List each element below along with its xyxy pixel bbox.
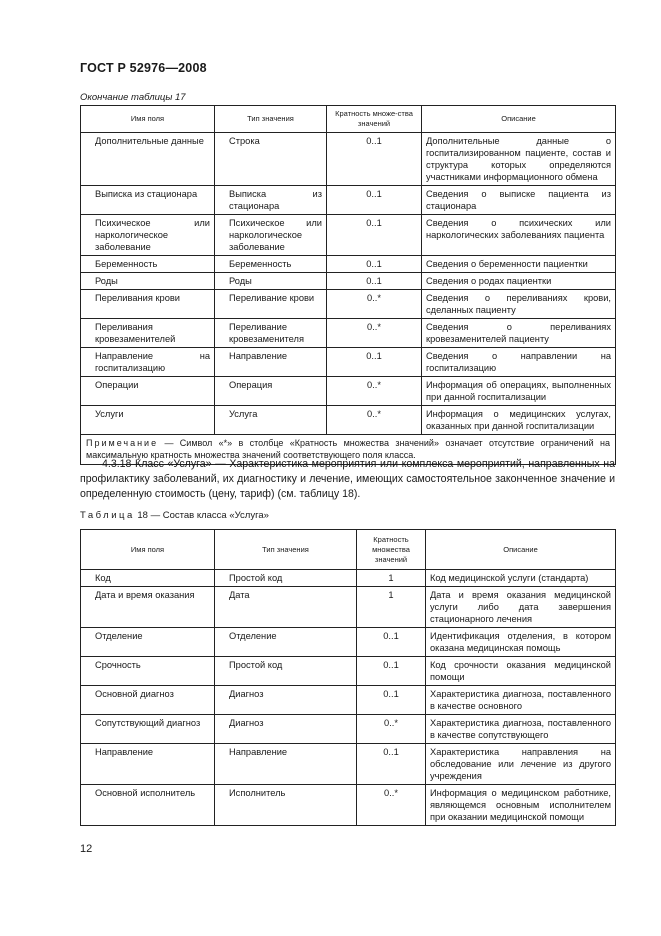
value-type-cell: Исполнитель bbox=[215, 785, 357, 826]
table-row bbox=[81, 744, 616, 785]
field-name-cell: Психическое или наркологическое заболевание bbox=[81, 215, 215, 256]
value-type-cell: Психическое или наркологическое заболевание bbox=[215, 215, 327, 256]
cardinality-cell: 1 bbox=[357, 570, 426, 587]
caption-text: 18 — Состав класса «Услуга» bbox=[134, 510, 269, 521]
field-name-cell: Переливания крови bbox=[81, 290, 215, 319]
table-row bbox=[81, 273, 616, 290]
table-18 bbox=[80, 529, 616, 826]
field-name-cell: Выписка из стационара bbox=[81, 186, 215, 215]
description-cell: Характеристика диагноза, поставленного в качестве основного bbox=[426, 686, 616, 715]
column-header: Имя поля bbox=[81, 106, 215, 133]
field-name-cell: Направление на госпитализацию bbox=[81, 348, 215, 377]
table-row bbox=[81, 348, 616, 377]
field-name-cell: Дополнительные данные bbox=[81, 133, 215, 186]
column-header: Кратность множе-ства значений bbox=[327, 106, 422, 133]
table-row bbox=[81, 319, 616, 348]
table-row bbox=[81, 186, 616, 215]
value-type-cell: Беременность bbox=[215, 256, 327, 273]
column-header: Тип значения bbox=[215, 530, 357, 570]
caption-label: Таблица bbox=[80, 510, 135, 521]
field-name-cell: Операции bbox=[81, 377, 215, 406]
description-cell: Сведения о беременности пациентки bbox=[422, 256, 616, 273]
value-type-cell: Строка bbox=[215, 133, 327, 186]
cardinality-cell: 0..* bbox=[327, 406, 422, 435]
table-row bbox=[81, 657, 616, 686]
field-name-cell: Услуги bbox=[81, 406, 215, 435]
description-cell: Сведения о психических или наркологических заболеваниях пациента bbox=[422, 215, 616, 256]
table-row bbox=[81, 215, 616, 256]
value-type-cell: Переливание кровезаменителя bbox=[215, 319, 327, 348]
field-name-cell: Отделение bbox=[81, 628, 215, 657]
value-type-cell: Диагноз bbox=[215, 686, 357, 715]
field-name-cell: Беременность bbox=[81, 256, 215, 273]
table-row bbox=[81, 686, 616, 715]
description-cell: Сведения о переливаниях кровезаменителей пациенту bbox=[422, 319, 616, 348]
cardinality-cell: 0..1 bbox=[327, 186, 422, 215]
description-cell: Идентификация отделения, в котором оказана медицинская помощь bbox=[426, 628, 616, 657]
description-cell: Информация о медицинских услугах, оказанных при данной госпитализации bbox=[422, 406, 616, 435]
document-header: ГОСТ Р 52976—2008 bbox=[80, 61, 207, 75]
value-type-cell: Операция bbox=[215, 377, 327, 406]
value-type-cell: Роды bbox=[215, 273, 327, 290]
value-type-cell: Переливание крови bbox=[215, 290, 327, 319]
column-header: Тип значения bbox=[215, 106, 327, 133]
description-cell: Дополнительные данные о госпитализированном пациенте, состав и структура которых определяются участниками информационного обмена bbox=[422, 133, 616, 186]
value-type-cell: Простой код bbox=[215, 657, 357, 686]
column-header: Описание bbox=[426, 530, 616, 570]
cardinality-cell: 0..1 bbox=[327, 256, 422, 273]
cardinality-cell: 0..1 bbox=[357, 657, 426, 686]
cardinality-cell: 0..1 bbox=[327, 133, 422, 186]
column-header: Имя поля bbox=[81, 530, 215, 570]
field-name-cell: Дата и время оказания bbox=[81, 587, 215, 628]
table-row bbox=[81, 628, 616, 657]
value-type-cell: Отделение bbox=[215, 628, 357, 657]
cardinality-cell: 0..* bbox=[357, 785, 426, 826]
value-type-cell: Направление bbox=[215, 744, 357, 785]
description-cell: Сведения о родах пациентки bbox=[422, 273, 616, 290]
value-type-cell: Услуга bbox=[215, 406, 327, 435]
value-type-cell: Выписка из стационара bbox=[215, 186, 327, 215]
cardinality-cell: 0..* bbox=[327, 377, 422, 406]
table-row bbox=[81, 290, 616, 319]
description-cell: Сведения о выписке пациента из стационара bbox=[422, 186, 616, 215]
description-cell: Код срочности оказания медицинской помощи bbox=[426, 657, 616, 686]
description-cell: Информация о медицинском работнике, являющемся основным исполнителем при оказании медицинской помощи bbox=[426, 785, 616, 826]
table-row bbox=[81, 377, 616, 406]
description-cell: Код медицинской услуги (стандарта) bbox=[426, 570, 616, 587]
cardinality-cell: 0..1 bbox=[327, 273, 422, 290]
cardinality-cell: 0..1 bbox=[357, 744, 426, 785]
cardinality-cell: 0..1 bbox=[327, 348, 422, 377]
cardinality-cell: 0..* bbox=[327, 319, 422, 348]
column-header: Описание bbox=[422, 106, 616, 133]
table-row bbox=[81, 570, 616, 587]
table-17 bbox=[80, 105, 616, 465]
cardinality-cell: 1 bbox=[357, 587, 426, 628]
table-row bbox=[81, 406, 616, 435]
field-name-cell: Основной диагноз bbox=[81, 686, 215, 715]
field-name-cell: Направление bbox=[81, 744, 215, 785]
value-type-cell: Диагноз bbox=[215, 715, 357, 744]
value-type-cell: Простой код bbox=[215, 570, 357, 587]
table-row bbox=[81, 587, 616, 628]
field-name-cell: Роды bbox=[81, 273, 215, 290]
table-header-row bbox=[81, 530, 616, 570]
column-header: Кратность множества значений bbox=[357, 530, 426, 570]
field-name-cell: Срочность bbox=[81, 657, 215, 686]
cardinality-cell: 0..1 bbox=[327, 215, 422, 256]
description-cell: Дата и время оказания медицинской услуги либо дата завершения стационарного лечения bbox=[426, 587, 616, 628]
note-label: Примечание bbox=[86, 438, 159, 448]
value-type-cell: Направление bbox=[215, 348, 327, 377]
cardinality-cell: 0..* bbox=[357, 715, 426, 744]
table-18-caption bbox=[80, 510, 269, 521]
field-name-cell: Сопутствующий диагноз bbox=[81, 715, 215, 744]
cardinality-cell: 0..1 bbox=[357, 686, 426, 715]
field-name-cell: Основной исполнитель bbox=[81, 785, 215, 826]
table-17-caption: Окончание таблицы 17 bbox=[80, 92, 186, 103]
cardinality-cell: 0..* bbox=[327, 290, 422, 319]
table-row bbox=[81, 256, 616, 273]
note-text: — Символ «*» в столбце «Кратность множества значений» означает отсутствие ограничений на максимальную кратность множества значений соответствующего поля класса. bbox=[86, 438, 610, 460]
description-cell: Сведения о направлении на госпитализацию bbox=[422, 348, 616, 377]
section-4-3-18-paragraph: 4.3.18 Класс «Услуга» — Характеристика мероприятия или комплекса мероприятий, направленных на профилактику заболеваний, их диагностику и лечение, имеющих самостоятельное законченное значение и определенную стоимость (цену, тариф) (см. таблицу 18). bbox=[80, 458, 615, 500]
description-cell: Сведения о переливаниях крови, сделанных пациенту bbox=[422, 290, 616, 319]
field-name-cell: Код bbox=[81, 570, 215, 587]
description-cell: Информация об операциях, выполненных при данной госпитализации bbox=[422, 377, 616, 406]
table-row bbox=[81, 133, 616, 186]
cardinality-cell: 0..1 bbox=[357, 628, 426, 657]
description-cell: Характеристика направления на обследование или лечение из другого учреждения bbox=[426, 744, 616, 785]
table-header-row bbox=[81, 106, 616, 133]
value-type-cell: Дата bbox=[215, 587, 357, 628]
table-row bbox=[81, 785, 616, 826]
field-name-cell: Переливания кровезаменителей bbox=[81, 319, 215, 348]
table-row bbox=[81, 715, 616, 744]
page-number: 12 bbox=[80, 843, 93, 855]
description-cell: Характеристика диагноза, поставленного в качестве сопутствующего bbox=[426, 715, 616, 744]
